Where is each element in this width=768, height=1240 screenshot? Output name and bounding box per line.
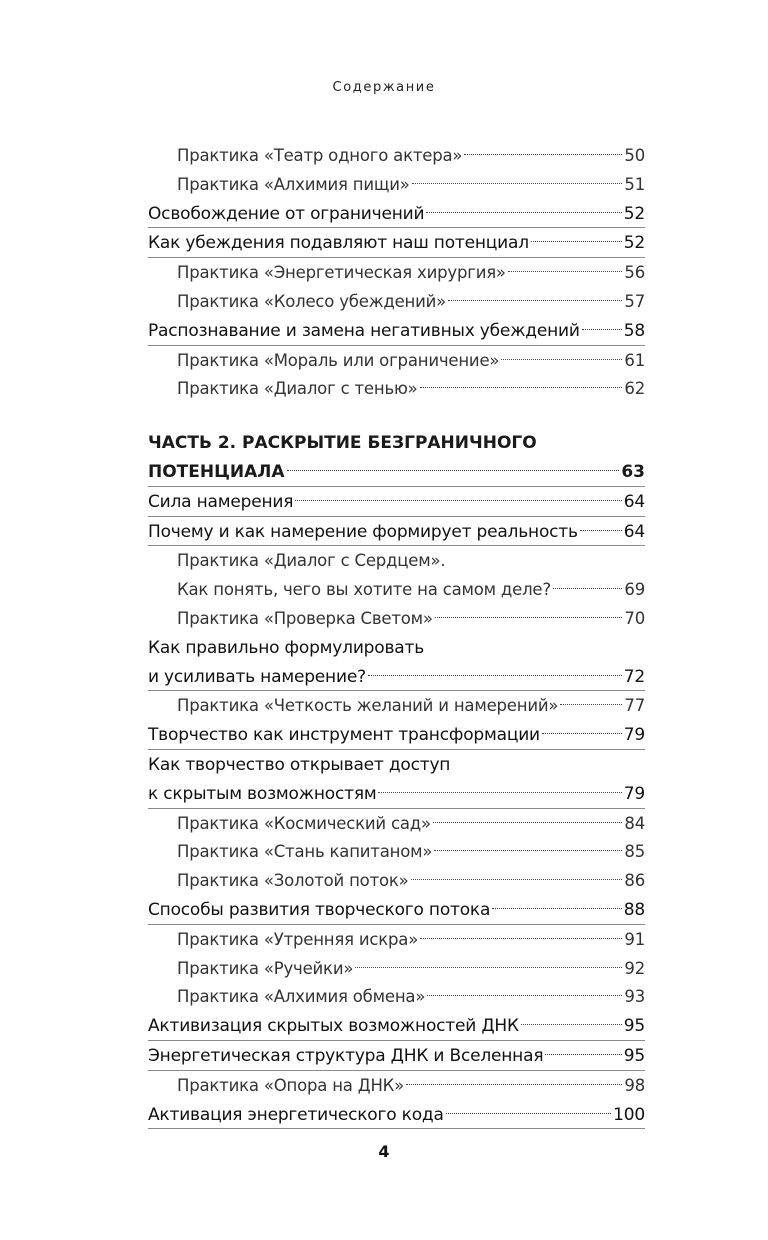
entry-underline <box>148 1128 645 1129</box>
toc-subentry[interactable] <box>148 955 645 984</box>
toc-page-number: 52 <box>623 203 645 224</box>
entry-underline <box>148 516 645 517</box>
dot-leader <box>521 1024 622 1025</box>
table-of-contents <box>148 142 645 1130</box>
entry-underline <box>148 1070 645 1071</box>
toc-page-number: 56 <box>624 263 645 283</box>
dot-leader <box>542 733 622 734</box>
dot-leader <box>433 822 623 823</box>
dot-leader <box>434 850 622 851</box>
toc-entry[interactable] <box>148 1042 645 1071</box>
toc-entry-title: Практика «Четкость желаний и намерений» <box>177 696 559 716</box>
toc-subentry[interactable] <box>148 171 645 200</box>
toc-entry[interactable] <box>148 1012 645 1041</box>
dot-leader <box>580 530 622 531</box>
toc-entry-title: Сила намерения <box>148 491 294 512</box>
toc-entry[interactable] <box>148 200 645 229</box>
toc-entry[interactable] <box>148 896 645 925</box>
entry-underline <box>148 808 645 809</box>
dot-leader <box>553 588 622 589</box>
toc-entry-title: ЧАСТЬ 2. РАСКРЫТИЕ БЕЗГРАНИЧНОГО <box>148 433 537 454</box>
entry-underline <box>148 1040 645 1041</box>
toc-entry-title: Как понять, чего вы хотите на самом деле? <box>177 580 551 600</box>
dot-leader <box>492 908 622 909</box>
toc-page-number: 95 <box>623 1045 645 1066</box>
toc-entry-title: Как творчество открывает доступ <box>148 754 451 775</box>
entry-underline <box>148 345 645 346</box>
toc-entry-title: Практика «Диалог с Сердцем». <box>177 551 446 571</box>
toc-entry[interactable] <box>148 1101 645 1130</box>
dot-leader <box>368 675 622 676</box>
toc-entry[interactable] <box>148 518 645 547</box>
entry-underline <box>148 257 645 258</box>
toc-entry-title: Практика «Энергетическая хирургия» <box>177 263 506 283</box>
toc-subentry[interactable] <box>148 838 645 867</box>
entry-underline <box>148 486 645 487</box>
toc-entry-title: Практика «Алхимия обмена» <box>177 987 426 1007</box>
toc-page-number: 91 <box>624 929 645 949</box>
toc-page-number: 84 <box>624 813 645 833</box>
toc-entry-title: Практика «Театр одного актера» <box>177 146 463 165</box>
toc-page-number: 57 <box>624 291 645 311</box>
toc-entry[interactable] <box>148 634 645 692</box>
toc-page-number: 62 <box>624 379 645 399</box>
toc-subentry[interactable] <box>148 1072 645 1101</box>
toc-entry-title: Практика «Алхимия пищи» <box>177 174 410 194</box>
toc-entry-title: Практика «Мораль или ограничение» <box>177 350 500 370</box>
toc-entry-title: Практика «Космический сад» <box>177 813 431 833</box>
dot-leader <box>508 271 623 272</box>
toc-entry-title: Практика «Проверка Светом» <box>177 608 433 628</box>
toc-page-number: 100 <box>613 1104 645 1125</box>
toc-page-number: 98 <box>624 1075 645 1095</box>
entry-underline <box>148 924 645 925</box>
toc-entry-title: Освобождение от ограничений <box>148 203 425 224</box>
toc-entry-title: Практика «Диалог с тенью» <box>177 379 418 399</box>
toc-entry[interactable] <box>148 488 645 517</box>
toc-page-number: 95 <box>623 1016 645 1037</box>
dot-leader <box>420 387 623 388</box>
entry-underline <box>148 690 645 691</box>
toc-page-number: 86 <box>624 871 645 891</box>
dot-leader <box>560 704 622 705</box>
toc-subentry[interactable] <box>148 810 645 839</box>
toc-page-number: 77 <box>624 696 645 716</box>
dot-leader <box>464 154 622 155</box>
toc-entry-title: к скрытым возможностям <box>148 783 377 804</box>
toc-subentry[interactable] <box>148 547 645 605</box>
toc-entry-title: Распознавание и замена негативных убеждений <box>148 320 580 341</box>
toc-page-number: 50 <box>624 146 645 165</box>
toc-entry-title: Практика «Стань капитаном» <box>177 842 433 862</box>
toc-page-number: 72 <box>623 666 645 687</box>
toc-page-number: 58 <box>623 320 645 341</box>
toc-page-number: 88 <box>623 899 645 920</box>
toc-subentry[interactable] <box>148 259 645 288</box>
toc-subentry[interactable] <box>148 983 645 1012</box>
toc-subentry[interactable] <box>148 288 645 317</box>
dot-leader <box>545 1054 621 1055</box>
toc-entry-title: Способы развития творческого потока <box>148 899 491 920</box>
toc-page-number: 63 <box>621 461 645 482</box>
toc-page-number: 64 <box>623 491 645 512</box>
toc-subentry[interactable] <box>148 926 645 955</box>
toc-entry-title: Творчество как инструмент трансформации <box>148 725 540 746</box>
toc-page-number: 79 <box>623 725 645 746</box>
toc-entry-title: Активизация скрытых возможностей ДНК <box>148 1016 519 1037</box>
toc-subentry[interactable] <box>148 692 645 721</box>
toc-page-number: 52 <box>623 233 645 254</box>
toc-entry-title: Практика «Колесо убеждений» <box>177 291 447 311</box>
dot-leader <box>501 359 622 360</box>
dot-leader <box>446 1113 611 1114</box>
toc-entry-title: и усиливать намерение? <box>148 666 366 687</box>
dot-leader <box>435 617 623 618</box>
dot-leader <box>406 1084 622 1085</box>
toc-subentry[interactable] <box>148 867 645 896</box>
dot-leader <box>426 212 621 213</box>
toc-subentry[interactable] <box>148 605 645 634</box>
dot-leader <box>448 300 622 301</box>
toc-entry-title: ПОТЕНЦИАЛА <box>148 461 285 482</box>
dot-leader <box>427 995 622 996</box>
toc-page-number: 61 <box>624 350 645 370</box>
entry-underline <box>148 545 645 546</box>
toc-page-number: 70 <box>624 608 645 628</box>
toc-entry-title: Почему и как намерение формирует реальность <box>148 521 578 542</box>
dot-leader <box>582 329 622 330</box>
toc-page-number: 64 <box>623 521 645 542</box>
page-number: 4 <box>378 1142 390 1161</box>
toc-entry[interactable] <box>148 317 645 346</box>
toc-entry-title: Энергетическая структура ДНК и Вселенная <box>148 1045 544 1066</box>
toc-entry-title: Активация энергетического кода <box>148 1104 444 1125</box>
running-head: Содержание <box>332 80 436 95</box>
dot-leader <box>287 470 620 471</box>
toc-page-number: 79 <box>623 783 645 804</box>
toc-entry-title: Практика «Опора на ДНК» <box>177 1075 405 1095</box>
toc-entry[interactable] <box>148 229 645 258</box>
entry-underline <box>148 749 645 750</box>
dot-leader <box>411 879 623 880</box>
toc-entry-title: Практика «Золотой поток» <box>177 871 409 891</box>
toc-page-number: 51 <box>624 174 645 194</box>
toc-entry[interactable] <box>148 751 645 809</box>
dot-leader <box>378 792 621 793</box>
toc-page-number: 69 <box>624 580 645 600</box>
dot-leader <box>412 183 623 184</box>
toc-subentry[interactable] <box>148 347 645 376</box>
entry-underline <box>148 227 645 228</box>
toc-subentry[interactable] <box>148 142 645 171</box>
dot-leader <box>355 967 622 968</box>
toc-part-heading[interactable] <box>148 429 645 487</box>
toc-entry-title: Практика «Утренняя искра» <box>177 929 419 949</box>
toc-page-number: 85 <box>624 842 645 862</box>
toc-entry[interactable] <box>148 721 645 750</box>
dot-leader <box>295 500 622 501</box>
toc-entry-title: Практика «Ручейки» <box>177 958 354 978</box>
toc-entry-title: Как правильно формулировать <box>148 637 425 658</box>
toc-page-number: 93 <box>624 987 645 1007</box>
dot-leader <box>531 241 622 242</box>
dot-leader <box>420 938 622 939</box>
toc-subentry[interactable] <box>148 375 645 404</box>
toc-entry-title: Как убеждения подавляют наш потенциал <box>148 233 529 254</box>
toc-page-number: 92 <box>624 958 645 978</box>
